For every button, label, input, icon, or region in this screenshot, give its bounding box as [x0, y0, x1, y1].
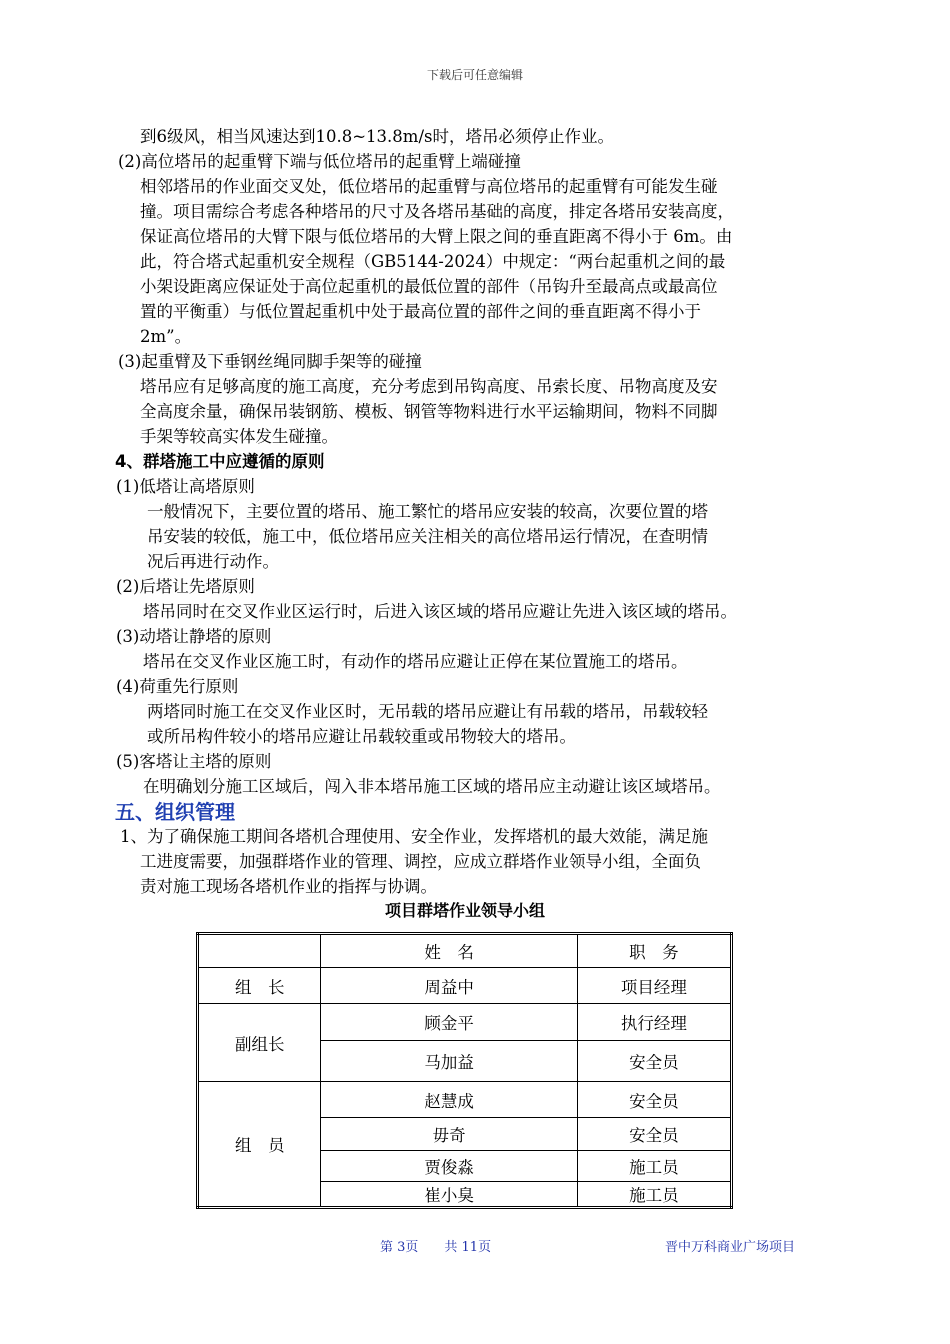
group-leader-label: 组 长: [198, 968, 321, 1004]
member-role: 安全员: [577, 1082, 731, 1118]
principle-5-heading: (5)客塔让主塔的原则: [116, 752, 272, 771]
member-role: 安全员: [577, 1041, 731, 1082]
header-empty-cell: [198, 934, 321, 968]
body-line: 吊安装的较低，施工中，低位塔吊应关注相关的高位塔吊运行情况，在查明情: [147, 527, 708, 546]
body-line: 置的平衡重）与低位置起重机中处于最高位置的部件之间的垂直距离不得小于: [140, 302, 701, 321]
table-row: [198, 1004, 732, 1041]
member-role: 施工员: [577, 1151, 731, 1182]
member-name: 贾俊淼: [321, 1151, 577, 1182]
body-line: 手架等较高实体发生碰撞。: [140, 427, 338, 446]
member-role: 项目经理: [577, 968, 731, 1004]
section-5-heading: 五、组织管理: [115, 800, 235, 824]
member-name: 崔小臭: [321, 1182, 577, 1208]
body-line: 小架设距离应保证处于高位起重机的最低位置的部件（吊钩升至最高点或最高位: [140, 277, 718, 296]
principle-2-heading: (2)后塔让先塔原则: [116, 577, 255, 596]
principle-4-heading: (4)荷重先行原则: [116, 677, 239, 696]
table-header-row: [198, 934, 732, 968]
subheading-3: (3)起重臂及下垂钢丝绳同脚手架等的碰撞: [118, 352, 422, 371]
body-line: 此，符合塔式起重机安全规程（GB5144-2024）中规定：“两台起重机之间的最: [140, 252, 726, 271]
body-line: 两塔同时施工在交叉作业区时，无吊载的塔吊应避让有吊载的塔吊，吊载较轻: [147, 702, 708, 721]
footer-project-name: 晋中万科商业广场项目: [665, 1240, 796, 1255]
member-name: 马加益: [321, 1041, 577, 1082]
subheading-2: (2)高位塔吊的起重臂下端与低位塔吊的起重臂上端碰撞: [118, 152, 521, 171]
principle-1-heading: (1)低塔让高塔原则: [116, 477, 255, 496]
principle-3-heading: (3)动塔让静塔的原则: [116, 627, 272, 646]
body-line: 2m”。: [140, 327, 192, 346]
body-line: 况后再进行动作。: [147, 552, 279, 571]
body-line: 塔吊同时在交叉作业区运行时，后进入该区域的塔吊应避让先进入该区域的塔吊。: [143, 602, 737, 621]
body-line: 撞。项目需综合考虑各种塔吊的尺寸及各塔吊基础的高度，排定各塔吊安装高度，: [140, 202, 734, 221]
body-line: 或所吊构件较小的塔吊应避让吊载较重或吊物较大的塔吊。: [147, 727, 576, 746]
header-name: 姓 名: [321, 934, 577, 968]
table-title: 项目群塔作业领导小组: [384, 901, 545, 920]
member-name: 顾金平: [321, 1004, 577, 1041]
header-role: 职 务: [577, 934, 731, 968]
body-line: 责对施工现场各塔机作业的指挥与协调。: [140, 877, 437, 896]
body-line: 工进度需要，加强群塔作业的管理、调控，应成立群塔作业领导小组，全面负: [140, 852, 701, 871]
table-row: [198, 1082, 732, 1118]
footer-page-number: 第 3页 共 11页: [380, 1240, 492, 1255]
member-role: 施工员: [577, 1182, 731, 1208]
body-line: 保证高位塔吊的大臂下限与低位塔吊的大臂上限之间的垂直距离不得小于 6m。由: [140, 227, 733, 246]
page-header: 下载后可任意编辑: [426, 68, 523, 82]
body-line: 塔吊在交叉作业区施工时，有动作的塔吊应避让正停在某位置施工的塔吊。: [143, 652, 688, 671]
body-line: 塔吊应有足够高度的施工高度，充分考虑到吊钩高度、吊索长度、吊物高度及安: [140, 377, 718, 396]
body-line: 相邻塔吊的作业面交叉处，低位塔吊的起重臂与高位塔吊的起重臂有可能发生碰: [140, 177, 718, 196]
leadership-table: [196, 932, 733, 1209]
member-role: 执行经理: [577, 1004, 731, 1041]
body-line: 1、为了确保施工期间各塔机合理使用、安全作业，发挥塔机的最大效能，满足施: [120, 827, 708, 846]
member-name: 毋奇: [321, 1118, 577, 1151]
body-line: 一般情况下，主要位置的塔吊、施工繁忙的塔吊应安装的较高，次要位置的塔: [147, 502, 708, 521]
heading-4: 4、群塔施工中应遵循的原则: [115, 452, 325, 471]
body-line: 在明确划分施工区域后，闯入非本塔吊施工区域的塔吊应主动避让该区域塔吊。: [143, 777, 721, 796]
body-line: 全高度余量，确保吊装钢筋、模板、钢管等物料进行水平运输期间，物料不同脚: [140, 402, 718, 421]
table-row: [198, 968, 732, 1004]
group-deputy-label: 副组长: [198, 1004, 321, 1082]
member-role: 安全员: [577, 1118, 731, 1151]
member-name: 赵慧成: [321, 1082, 577, 1118]
group-members-label: 组 员: [198, 1082, 321, 1208]
member-name: 周益中: [321, 968, 577, 1004]
body-line: 到6级风，相当风速达到10.8~13.8m/s时，塔吊必须停止作业。: [140, 127, 614, 146]
